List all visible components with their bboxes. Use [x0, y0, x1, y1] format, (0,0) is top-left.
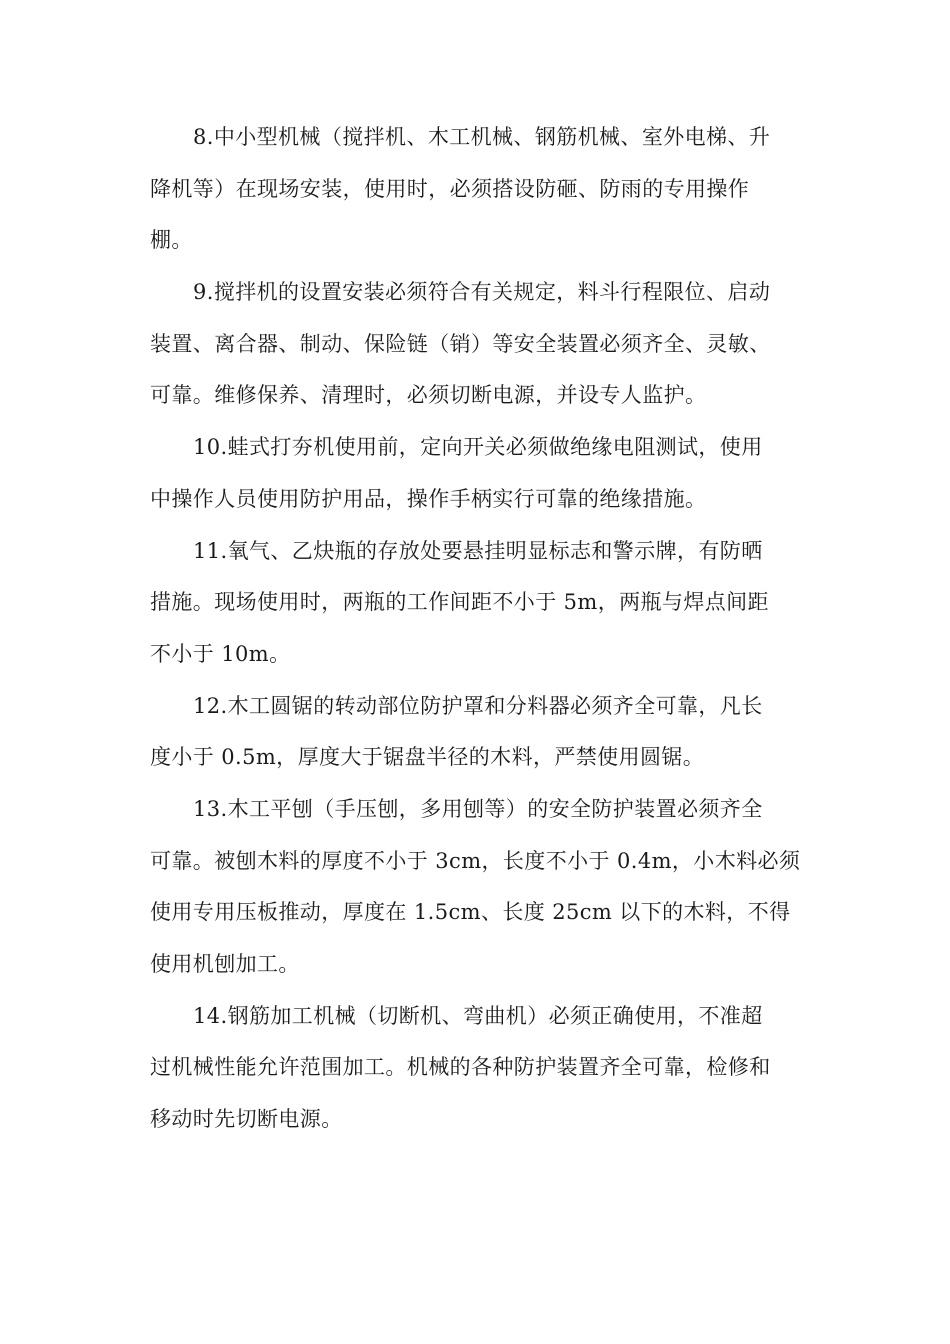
paragraph-line: 14.钢筋加工机械（切断机、弯曲机）必须正确使用，不准超: [193, 1003, 763, 1028]
paragraph-line: 10.蛙式打夯机使用前，定向开关必须做绝缘电阻测试，使用: [193, 435, 763, 460]
paragraph-line: 12.木工圆锯的转动部位防护罩和分料器必须齐全可靠，凡长: [193, 693, 763, 718]
paragraph-13: [150, 784, 802, 991]
paragraph-line: 使用专用压板推动，厚度在 1.5cm、长度 25cm 以下的木料，不得: [150, 900, 791, 925]
document-body: [150, 112, 802, 1146]
paragraph-line: 度小于 0.5m，厚度大于锯盘半径的木料，严禁使用圆锯。: [150, 745, 705, 770]
paragraph-10: [150, 422, 802, 525]
paragraph-line: 13.木工平刨（手压刨，多用刨等）的安全防护装置必须齐全: [193, 796, 763, 821]
paragraph-14: [150, 991, 802, 1146]
paragraph-line: 可靠。被刨木料的厚度不小于 3cm，长度不小于 0.4m，小木料必须: [150, 848, 801, 873]
paragraph-line: 降机等）在现场安装，使用时，必须搭设防砸、防雨的专用操作: [150, 176, 750, 201]
paragraph-line: 使用机刨加工。: [150, 952, 300, 976]
paragraph-12: [150, 681, 802, 784]
paragraph-line: 过机械性能允许范围加工。机械的各种防护装置齐全可靠，检修和: [150, 1055, 771, 1080]
paragraph-line: 可靠。维修保养、清理时，必须切断电源，并设专人监护。: [150, 383, 707, 408]
paragraph-8: [150, 112, 802, 267]
paragraph-line: 措施。现场使用时，两瓶的工作间距不小于 5m，两瓶与焊点间距: [150, 590, 769, 615]
paragraph-line: 11.氧气、乙炔瓶的存放处要悬挂明显标志和警示牌，有防晒: [193, 538, 763, 563]
paragraph-line: 8.中小型机械（搅拌机、木工机械、钢筋机械、室外电梯、升: [193, 125, 771, 149]
paragraph-line: 棚。: [150, 228, 193, 253]
paragraph-9: [150, 267, 802, 422]
paragraph-11: [150, 526, 802, 681]
paragraph-line: 不小于 10m。: [150, 641, 291, 666]
paragraph-line: 装置、离合器、制动、保险链（销）等安全装置必须齐全、灵敏、: [150, 331, 771, 356]
paragraph-line: 移动时先切断电源。: [150, 1107, 343, 1132]
paragraph-line: 中操作人员使用防护用品，操作手柄实行可靠的绝缘措施。: [150, 486, 707, 511]
paragraph-line: 9.搅拌机的设置安装必须符合有关规定，料斗行程限位、启动: [193, 280, 771, 305]
